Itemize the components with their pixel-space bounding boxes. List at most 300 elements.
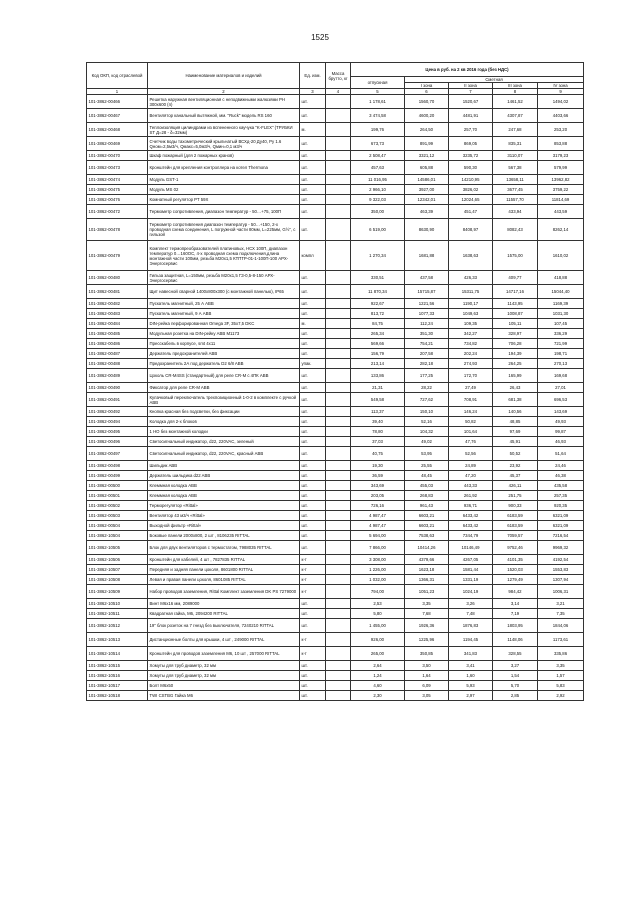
cell-code: 101-3862-00490 bbox=[87, 383, 148, 393]
cell-zone-2-price: 27,49 bbox=[449, 383, 493, 393]
cell-unit: шт. bbox=[300, 599, 326, 609]
cell-unit: шт. bbox=[300, 383, 326, 393]
cell-zone-1-price: 455,03 bbox=[405, 481, 449, 491]
cell-zone-2-price: 1520,67 bbox=[449, 95, 493, 109]
cell-zone-1-price: 177,25 bbox=[405, 369, 449, 383]
cell-zone-4-price: 3179,23 bbox=[538, 151, 584, 161]
table-body bbox=[87, 95, 584, 701]
cell-mass bbox=[326, 319, 351, 329]
table-row bbox=[87, 647, 584, 661]
cell-name: Счетчик воды тахометрический крыльчатый ВСХд-20 Ду40, Ру 1.6 Qном=2,5м3/ч, Qмакс=5,0м3/ч, Qмин=0,1 м3/ч bbox=[148, 137, 300, 151]
cell-zone-3-price: 3,27 bbox=[493, 661, 538, 671]
cell-name: Блок для двух вентиляторов с термостатом, 7988035 RITTAL bbox=[148, 541, 300, 555]
cell-unit: компл bbox=[300, 241, 326, 271]
cell-unit: шт. bbox=[300, 471, 326, 481]
cell-name: Кулачковый переключатель трехпозиционный 1-0-2 в комплекте с ручкой ABB bbox=[148, 393, 300, 407]
cell-name: Кронштейн для проводов заземления М6, 10 шт , 257000 RITTAL bbox=[148, 647, 300, 661]
column-number: 6 bbox=[405, 89, 449, 95]
cell-zone-1-price: 891,99 bbox=[405, 137, 449, 151]
cell-unit: к-т bbox=[300, 575, 326, 585]
cell-zone-2-price: 52,56 bbox=[449, 447, 493, 461]
cell-zone-4-price: 435,58 bbox=[538, 481, 584, 491]
cell-name: Левая и правая панели цоколя, 8601085 RITTAL bbox=[148, 575, 300, 585]
cell-code: 101-3862-00479 bbox=[87, 241, 148, 271]
cell-mass bbox=[326, 555, 351, 565]
cell-name: Кронштейн для крепления контроллера на котел Thermona bbox=[148, 161, 300, 175]
cell-release-price: 813,72 bbox=[351, 309, 405, 319]
cell-zone-1-price: 754,21 bbox=[405, 339, 449, 349]
cell-code: 101-3862-00494 bbox=[87, 417, 148, 427]
column-number: 2 bbox=[148, 89, 300, 95]
cell-unit: шт. bbox=[300, 349, 326, 359]
cell-zone-1-price: 350,85 bbox=[405, 647, 449, 661]
cell-unit: шт. bbox=[300, 109, 326, 123]
cell-zone-2-price: 4481,91 bbox=[449, 109, 493, 123]
cell-mass bbox=[326, 671, 351, 681]
cell-zone-3-price: 251,75 bbox=[493, 491, 538, 501]
column-number: 8 bbox=[493, 89, 538, 95]
cell-release-price: 39,40 bbox=[351, 417, 405, 427]
table-row bbox=[87, 491, 584, 501]
cell-release-price: 343,69 bbox=[351, 481, 405, 491]
cell-code: 101-3862-10509 bbox=[87, 585, 148, 599]
cell-name: Клеммная колодка ABB bbox=[148, 491, 300, 501]
cell-name: Модуль MS 02 bbox=[148, 185, 300, 195]
header-price-group: Цена в руб. на 2 кв 2016 года (без НДС) bbox=[351, 63, 584, 77]
cell-release-price: 2 508,47 bbox=[351, 151, 405, 161]
table-row bbox=[87, 619, 584, 633]
cell-zone-1-price: 10414,26 bbox=[405, 541, 449, 555]
cell-release-price: 3 474,58 bbox=[351, 109, 405, 123]
cell-unit: шт. bbox=[300, 407, 326, 417]
table-row bbox=[87, 555, 584, 565]
cell-name: Болт М6х50 bbox=[148, 681, 300, 691]
cell-code: 101-3862-00503 bbox=[87, 511, 148, 521]
cell-release-price: 3 308,00 bbox=[351, 555, 405, 565]
cell-release-price: 1 032,00 bbox=[351, 575, 405, 585]
cell-mass bbox=[326, 647, 351, 661]
cell-code: 101-3862-00502 bbox=[87, 501, 148, 511]
cell-name: Вентилятор канальный вытяжной, мм. "Ruck" модель RS 160 bbox=[148, 109, 300, 123]
cell-zone-4-price: 3,21 bbox=[538, 599, 584, 609]
cell-code: 101-3862-00487 bbox=[87, 349, 148, 359]
cell-name: Держатель шильдика d22 ABB bbox=[148, 471, 300, 481]
cell-zone-2-price: 7344,79 bbox=[449, 531, 493, 541]
cell-zone-1-price: 437,58 bbox=[405, 271, 449, 285]
cell-mass bbox=[326, 123, 351, 137]
cell-mass bbox=[326, 349, 351, 359]
cell-release-price: 794,00 bbox=[351, 585, 405, 599]
cell-zone-4-price: 7216,54 bbox=[538, 531, 584, 541]
cell-zone-3-price: 1,54 bbox=[493, 671, 538, 681]
cell-name: Цоколь CR-M4SS (стандартный) для реле CR-M с 4ПК ABB bbox=[148, 369, 300, 383]
cell-zone-3-price: 8082,43 bbox=[493, 219, 538, 241]
cell-zone-3-price: 1279,49 bbox=[493, 575, 538, 585]
cell-code: 101-3862-10512 bbox=[87, 619, 148, 633]
cell-zone-2-price: 3235,72 bbox=[449, 151, 493, 161]
cell-code: 101-3862-10505 bbox=[87, 541, 148, 555]
cell-zone-4-price: 3,35 bbox=[538, 661, 584, 671]
cell-zone-4-price: 579,99 bbox=[538, 161, 584, 175]
cell-zone-4-price: 335,86 bbox=[538, 647, 584, 661]
cell-unit: шт. bbox=[300, 151, 326, 161]
cell-zone-2-price: 3,26 bbox=[449, 599, 493, 609]
cell-zone-4-price: 46,93 bbox=[538, 437, 584, 447]
cell-name: Щит навесной сварной 1400х800х300 (с монтажной панелью), IP65 bbox=[148, 285, 300, 299]
cell-code: 101-3862-10508 bbox=[87, 575, 148, 585]
cell-mass bbox=[326, 195, 351, 205]
cell-zone-3-price: 14717,16 bbox=[493, 285, 538, 299]
cell-code: 101-3862-00488 bbox=[87, 359, 148, 369]
cell-unit: шт. bbox=[300, 681, 326, 691]
cell-zone-4-price: 143,69 bbox=[538, 407, 584, 417]
cell-mass bbox=[326, 339, 351, 349]
cell-zone-1-price: 1681,88 bbox=[405, 241, 449, 271]
cell-zone-2-price: 3826,02 bbox=[449, 185, 493, 195]
table-row bbox=[87, 285, 584, 299]
cell-mass bbox=[326, 585, 351, 599]
cell-zone-2-price: 109,35 bbox=[449, 319, 493, 329]
header-zone-3: III зона bbox=[493, 83, 538, 89]
cell-zone-1-price: 6603,21 bbox=[405, 521, 449, 531]
cell-zone-4-price: 15044,40 bbox=[538, 285, 584, 299]
cell-name: Предохранитель 2А под держатель D2 6/8 ABB bbox=[148, 359, 300, 369]
cell-mass bbox=[326, 521, 351, 531]
cell-release-price: 19,30 bbox=[351, 461, 405, 471]
cell-zone-1-price: 351,30 bbox=[405, 329, 449, 339]
cell-release-price: 2,64 bbox=[351, 661, 405, 671]
cell-unit: шт. bbox=[300, 137, 326, 151]
cell-zone-2-price: 47,20 bbox=[449, 471, 493, 481]
cell-zone-3-price: 105,11 bbox=[493, 319, 538, 329]
cell-mass bbox=[326, 437, 351, 447]
cell-zone-4-price: 721,99 bbox=[538, 339, 584, 349]
cell-zone-3-price: 7059,57 bbox=[493, 531, 538, 541]
cell-zone-2-price: 3,41 bbox=[449, 661, 493, 671]
cell-zone-3-price: 1520,03 bbox=[493, 565, 538, 575]
cell-mass bbox=[326, 271, 351, 285]
cell-name: Держатель предохранителей ABB bbox=[148, 349, 300, 359]
cell-unit: шт. bbox=[300, 393, 326, 407]
cell-zone-4-price: 1610,02 bbox=[538, 241, 584, 271]
cell-zone-2-price: 257,70 bbox=[449, 123, 493, 137]
cell-zone-2-price: 50,82 bbox=[449, 417, 493, 427]
cell-mass bbox=[326, 633, 351, 647]
cell-code: 101-3862-00485 bbox=[87, 329, 148, 339]
table-row bbox=[87, 511, 584, 521]
cell-code: 101-3862-00484 bbox=[87, 319, 148, 329]
cell-zone-1-price: 3,05 bbox=[405, 691, 449, 701]
cell-unit: шт. bbox=[300, 501, 326, 511]
table-row bbox=[87, 185, 584, 195]
cell-zone-2-price: 274,93 bbox=[449, 359, 493, 369]
cell-code: 101-3862-10518 bbox=[87, 691, 148, 701]
cell-zone-1-price: 49,02 bbox=[405, 437, 449, 447]
cell-release-price: 113,37 bbox=[351, 407, 405, 417]
cell-zone-4-price: 8262,14 bbox=[538, 219, 584, 241]
cell-zone-4-price: 1,57 bbox=[538, 671, 584, 681]
cell-release-price: 4 987,47 bbox=[351, 521, 405, 531]
cell-name: Шкаф пожарный (для 2 пожарных кранов) bbox=[148, 151, 300, 161]
cell-code: 101-3862-00466 bbox=[87, 95, 148, 109]
cell-zone-1-price: 150,10 bbox=[405, 407, 449, 417]
cell-name: Квадратная гайка, М6, 2094200 RITTAL bbox=[148, 609, 300, 619]
cell-zone-1-price: 463,39 bbox=[405, 205, 449, 219]
cell-zone-4-price: 6321,09 bbox=[538, 511, 584, 521]
cell-mass bbox=[326, 447, 351, 461]
cell-zone-4-price: 5,83 bbox=[538, 681, 584, 691]
cell-name: Хомуты для труб диаметр, 32 мм bbox=[148, 661, 300, 671]
cell-name: 19" блок розеток на 7 гнезд без выключателя, 7240210 RITTAL bbox=[148, 619, 300, 633]
table-row bbox=[87, 501, 584, 511]
cell-zone-2-price: 342,27 bbox=[449, 329, 493, 339]
cell-mass bbox=[326, 481, 351, 491]
cell-zone-2-price: 869,05 bbox=[449, 137, 493, 151]
cell-code: 101-3862-00472 bbox=[87, 205, 148, 219]
cell-unit: шт. bbox=[300, 661, 326, 671]
cell-zone-4-price: 1494,02 bbox=[538, 95, 584, 109]
cell-zone-1-price: 14586,01 bbox=[405, 175, 449, 185]
table-row bbox=[87, 241, 584, 271]
cell-zone-1-price: 727,62 bbox=[405, 393, 449, 407]
cell-zone-4-price: 1553,83 bbox=[538, 565, 584, 575]
cell-mass bbox=[326, 309, 351, 319]
cell-zone-4-price: 418,88 bbox=[538, 271, 584, 285]
table-row bbox=[87, 161, 584, 175]
cell-mass bbox=[326, 691, 351, 701]
cell-name: Шильдик ABB bbox=[148, 461, 300, 471]
table-row bbox=[87, 329, 584, 339]
cell-unit: к-т bbox=[300, 585, 326, 599]
cell-zone-2-price: 1876,83 bbox=[449, 619, 493, 633]
cell-zone-4-price: 1844,06 bbox=[538, 619, 584, 633]
cell-name: Хомуты для труб диаметр, 32 мм bbox=[148, 671, 300, 681]
cell-zone-4-price: 11814,69 bbox=[538, 195, 584, 205]
cell-zone-3-price: 433,94 bbox=[493, 205, 538, 219]
cell-mass bbox=[326, 329, 351, 339]
cell-zone-3-price: 264,25 bbox=[493, 359, 538, 369]
cell-mass bbox=[326, 565, 351, 575]
cell-unit: шт. bbox=[300, 329, 326, 339]
cell-zone-2-price: 708,91 bbox=[449, 393, 493, 407]
table-row bbox=[87, 299, 584, 309]
cell-zone-2-price: 1194,45 bbox=[449, 633, 493, 647]
cell-code: 101-3862-10504 bbox=[87, 531, 148, 541]
cell-zone-3-price: 835,31 bbox=[493, 137, 538, 151]
cell-code: 101-3862-00496 bbox=[87, 437, 148, 447]
cell-zone-4-price: 253,20 bbox=[538, 123, 584, 137]
cell-zone-3-price: 194,39 bbox=[493, 349, 538, 359]
cell-zone-1-price: 52,16 bbox=[405, 417, 449, 427]
cell-name: Пресскабель в корпусе, smt 4x11 bbox=[148, 339, 300, 349]
cell-code: 101-3862-00483 bbox=[87, 309, 148, 319]
cell-code: 101-3862-00499 bbox=[87, 471, 148, 481]
cell-zone-2-price: 8408,97 bbox=[449, 219, 493, 241]
cell-zone-4-price: 13962,82 bbox=[538, 175, 584, 185]
cell-code: 101-3862-00500 bbox=[87, 481, 148, 491]
cell-zone-2-price: 10146,49 bbox=[449, 541, 493, 555]
cell-name: Кнопка красная без подсветки, без фиксации bbox=[148, 407, 300, 417]
cell-zone-3-price: 45,37 bbox=[493, 471, 538, 481]
table-row bbox=[87, 407, 584, 417]
cell-zone-3-price: 900,33 bbox=[493, 501, 538, 511]
cell-name: Набор проводов заземления, Rittal Комплект заземления DK PS 7279000 bbox=[148, 585, 300, 599]
table-row bbox=[87, 151, 584, 161]
header-zone-4: IV зона bbox=[538, 83, 584, 89]
cell-code: 101-3862-10517 bbox=[87, 681, 148, 691]
cell-zone-2-price: 15311,75 bbox=[449, 285, 493, 299]
cell-name: Пускатель магнитный, 25 А ABB bbox=[148, 299, 300, 309]
table-row bbox=[87, 195, 584, 205]
cell-zone-1-price: 4600,20 bbox=[405, 109, 449, 123]
cell-code: 101-3862-00497 bbox=[87, 447, 148, 461]
cell-release-price: 1 226,00 bbox=[351, 565, 405, 575]
cell-zone-3-price: 1461,52 bbox=[493, 95, 538, 109]
cell-release-price: 78,80 bbox=[351, 427, 405, 437]
cell-mass bbox=[326, 185, 351, 195]
header-mass: Масса брутто, кг bbox=[326, 63, 351, 89]
cell-zone-3-price: 6183,59 bbox=[493, 521, 538, 531]
cell-unit: шт. bbox=[300, 161, 326, 175]
cell-zone-1-price: 1221,56 bbox=[405, 299, 449, 309]
table-row bbox=[87, 417, 584, 427]
cell-zone-1-price: 48,45 bbox=[405, 471, 449, 481]
cell-release-price: 7 866,00 bbox=[351, 541, 405, 555]
table-row bbox=[87, 671, 584, 681]
cell-zone-2-price: 590,30 bbox=[449, 161, 493, 175]
cell-unit: шт. bbox=[300, 691, 326, 701]
table-row bbox=[87, 339, 584, 349]
cell-mass bbox=[326, 681, 351, 691]
cell-release-price: 265,34 bbox=[351, 329, 405, 339]
cell-name: 1 НО без монтажной колодки bbox=[148, 427, 300, 437]
cell-zone-3-price: 9752,46 bbox=[493, 541, 538, 555]
cell-zone-2-price: 443,33 bbox=[449, 481, 493, 491]
cell-code: 101-3862-00476 bbox=[87, 195, 148, 205]
table-row bbox=[87, 521, 584, 531]
table-row bbox=[87, 123, 584, 137]
cell-release-price: 2,30 bbox=[351, 691, 405, 701]
cell-mass bbox=[326, 531, 351, 541]
cell-unit: шт. bbox=[300, 447, 326, 461]
cell-unit: шт. bbox=[300, 671, 326, 681]
cell-zone-3-price: 1803,95 bbox=[493, 619, 538, 633]
cell-release-price: 726,16 bbox=[351, 501, 405, 511]
cell-zone-3-price: 1008,87 bbox=[493, 309, 538, 319]
cell-mass bbox=[326, 109, 351, 123]
cell-release-price: 2,53 bbox=[351, 599, 405, 609]
cell-code: 101-3862-00474 bbox=[87, 175, 148, 185]
column-number: 4 bbox=[326, 89, 351, 95]
table-row bbox=[87, 609, 584, 619]
cell-zone-1-price: 4379,66 bbox=[405, 555, 449, 565]
cell-name: Колодка для 2-х блоков bbox=[148, 417, 300, 427]
cell-zone-3-price: 23,92 bbox=[493, 461, 538, 471]
cell-release-price: 36,59 bbox=[351, 471, 405, 481]
table-row bbox=[87, 427, 584, 437]
cell-zone-4-price: 9969,32 bbox=[538, 541, 584, 555]
cell-zone-1-price: 112,24 bbox=[405, 319, 449, 329]
cell-zone-4-price: 4192,54 bbox=[538, 555, 584, 565]
cell-zone-4-price: 49,93 bbox=[538, 417, 584, 427]
table-row bbox=[87, 565, 584, 575]
cell-zone-4-price: 6321,09 bbox=[538, 521, 584, 531]
cell-release-price: 203,05 bbox=[351, 491, 405, 501]
cell-zone-2-price: 14210,95 bbox=[449, 175, 493, 185]
cell-zone-3-price: 1148,06 bbox=[493, 633, 538, 647]
cell-mass bbox=[326, 501, 351, 511]
cell-zone-3-price: 26,43 bbox=[493, 383, 538, 393]
header-zone-1: I зона bbox=[405, 83, 449, 89]
cell-zone-4-price: 853,88 bbox=[538, 137, 584, 151]
cell-zone-1-price: 1,64 bbox=[405, 671, 449, 681]
column-number: 9 bbox=[538, 89, 584, 95]
cell-name: Модуль GST-1 bbox=[148, 175, 300, 185]
cell-code: 101-3862-00475 bbox=[87, 185, 148, 195]
table-row bbox=[87, 633, 584, 647]
table-row bbox=[87, 95, 584, 109]
cell-zone-3-price: 6183,59 bbox=[493, 511, 538, 521]
cell-name: Светосигнальный индикатор, d22, 220VAC, красный ABB bbox=[148, 447, 300, 461]
cell-zone-1-price: 3321,12 bbox=[405, 151, 449, 161]
cell-zone-3-price: 97,69 bbox=[493, 427, 538, 437]
cell-zone-2-price: 2,97 bbox=[449, 691, 493, 701]
cell-zone-1-price: 605,88 bbox=[405, 161, 449, 175]
cell-zone-2-price: 24,89 bbox=[449, 461, 493, 471]
table-row bbox=[87, 393, 584, 407]
cell-zone-2-price: 4267,05 bbox=[449, 555, 493, 565]
price-table bbox=[86, 62, 584, 701]
cell-zone-2-price: 451,47 bbox=[449, 205, 493, 219]
cell-name: Модульная розетка на DIN-рейку ABB M1173 bbox=[148, 329, 300, 339]
cell-code: 101-3862-00468 bbox=[87, 123, 148, 137]
cell-release-price: 1,24 bbox=[351, 671, 405, 681]
cell-zone-3-price: 247,68 bbox=[493, 123, 538, 137]
table-row bbox=[87, 309, 584, 319]
cell-zone-2-price: 1049,63 bbox=[449, 309, 493, 319]
cell-release-price: 265,00 bbox=[351, 647, 405, 661]
table-row bbox=[87, 531, 584, 541]
cell-unit: шт. bbox=[300, 175, 326, 185]
table-row bbox=[87, 585, 584, 599]
cell-release-price: 673,73 bbox=[351, 137, 405, 151]
column-number: 1 bbox=[87, 89, 148, 95]
cell-zone-4-price: 107,45 bbox=[538, 319, 584, 329]
cell-code: 101-3862-00501 bbox=[87, 491, 148, 501]
cell-zone-2-price: 1,60 bbox=[449, 671, 493, 681]
cell-zone-3-price: 328,97 bbox=[493, 329, 538, 339]
cell-release-price: 2 966,10 bbox=[351, 185, 405, 195]
table-row bbox=[87, 691, 584, 701]
cell-mass bbox=[326, 599, 351, 609]
cell-zone-1-price: 6603,21 bbox=[405, 511, 449, 521]
table-row bbox=[87, 219, 584, 241]
cell-zone-3-price: 4307,87 bbox=[493, 109, 538, 123]
cell-name: Термометр сопротивления диапазон температур - 50…+150, 2-х проводная схема соединения, L погружной части 80мм, L=225мм, G½", с гильзой bbox=[148, 219, 300, 241]
cell-name: Кронштейн для кабелей, 4 шт , 7827835 RITTAL bbox=[148, 555, 300, 565]
cell-zone-4-price: 27,01 bbox=[538, 383, 584, 393]
cell-zone-1-price: 1051,23 bbox=[405, 585, 449, 599]
cell-zone-1-price: 6,09 bbox=[405, 681, 449, 691]
cell-name: Пускатель магнитный, 9 А ABB bbox=[148, 309, 300, 319]
cell-name: Передняя и задняя панели цоколя, 8601800 RITTAL bbox=[148, 565, 300, 575]
cell-name: Комнатный регулятор PT 59X bbox=[148, 195, 300, 205]
cell-zone-2-price: 47,76 bbox=[449, 437, 493, 447]
cell-unit: шт. bbox=[300, 219, 326, 241]
table-row bbox=[87, 137, 584, 151]
cell-name: Решетка наружная вентиляционная с неподвижными жалюзями РН 300х600 (п) bbox=[148, 95, 300, 109]
cell-release-price: 156,79 bbox=[351, 349, 405, 359]
